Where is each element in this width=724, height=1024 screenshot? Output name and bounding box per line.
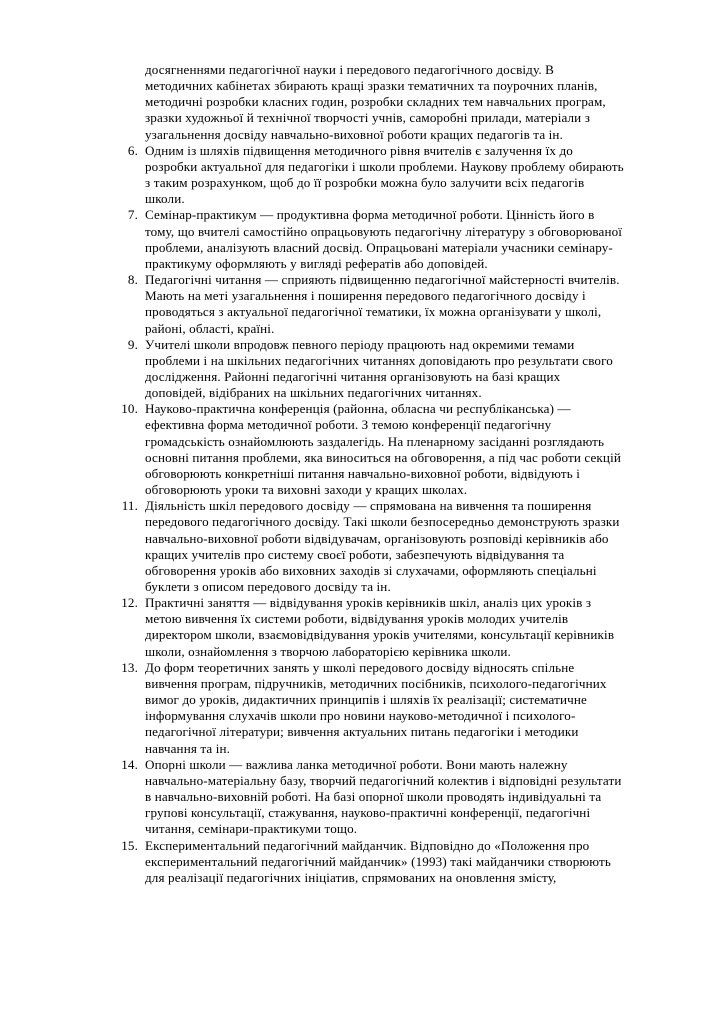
list-item — [112, 660, 624, 757]
list-item — [112, 498, 624, 595]
list-item-number: 10. — [121, 401, 138, 417]
list-item-number: 15. — [121, 837, 138, 853]
list-item-number: 14. — [121, 756, 138, 772]
numbered-list — [112, 143, 624, 886]
list-item-text: Експериментальний педагогічний майданчик. Відповідно до «Положення про експериментальний педагогічний майданчик» (1993) такі майданчики створюють для реалізації педагогічних ініціатив, спрямованих на оновлення змісту, — [145, 837, 611, 885]
list-item-text: Практичні заняття — відвідування уроків керівників шкіл, аналіз цих уроків з метою вивчення їх системи роботи, відвідування уроків молодих учителів директором школи, взаємовідвідування уроків учителями, консультації керівників школи, ознайомлення з творчою лабораторією керівника школи. — [145, 595, 615, 659]
list-item-number: 11. — [121, 498, 138, 514]
list-item — [112, 595, 624, 660]
list-item-number: 12. — [121, 595, 138, 611]
list-item — [112, 757, 624, 838]
list-item-number: 7. — [127, 207, 138, 223]
list-item-number: 8. — [127, 272, 138, 288]
list-item — [112, 272, 624, 337]
list-item — [112, 401, 624, 498]
list-item — [112, 337, 624, 402]
list-item — [112, 838, 624, 886]
list-item — [112, 207, 624, 272]
list-item-text: Педагогічні читання — сприяють підвищенню педагогічної майстерності вчителів. Мають на меті узагальнення і поширення передового педагогічного досвіду і проводяться з актуальної педагогічної тематики, їх можна організувати у школі, районі, області, країні. — [145, 272, 620, 336]
list-item-number: 9. — [127, 336, 138, 352]
list-item-text: Діяльність шкіл передового досвіду — спрямована на вивчення та поширення передового педагогічного досвіду. Такі школи безпосередньо демонструють зразки навчально-виховної роботи відвідувачам, організовують розповіді керівників або кращих учителів про систему своєї роботи, забезпечують відвідування та обговорення уроків або виховних заходів зі слухачами, оформляють спеціальні буклети з описом передового досвіду та ін. — [145, 498, 620, 594]
list-item-number: 6. — [127, 142, 138, 158]
list-item-text: Учителі школи впродовж певного періоду працюють над окремими темами проблеми і на шкільних педагогічних читаннях доповідають про результати свого дослідження. Районні педагогічні читання організовують на базі кращих доповідей, відібраних на шкільних педагогічних читаннях. — [145, 336, 613, 401]
list-item-number: 13. — [121, 659, 138, 675]
list-item-text: Одним із шляхів підвищення методичного рівня вчителів є залучення їх до розробки актуальної для педагогіки і школи проблеми. Наукову проблему обирають з таким розрахунком, щоб до її розробки можна було залучити всіх педагогів школи. — [145, 142, 624, 207]
text-column — [112, 62, 624, 886]
list-item-text: До форм теоретичних занять у школі передового досвіду відносять спільне вивчення програм, підручників, методичних посібників, психолого-педагогічних вимог до уроків, дидактичних принципів і шляхів їх реалізації; систематичне інформування слухачів школи про новини науково-методичної і психолого-педагогічної літератури; вивчення актуальних питань педагогіки і методики навчання та ін. — [145, 659, 607, 756]
list-item-text: Семінар-практикум — продуктивна форма методичної роботи. Цінність його в тому, що вчителі самостійно опрацьовують педагогічну літературу з обговорюваної проблеми, аналізують власний досвід. Опрацьовані матеріали учасники семінару-практикуму оформляють у вигляді рефератів або доповідей. — [145, 207, 623, 271]
list-item-text: Науково-практична конференція (районна, обласна чи республіканська) — ефективна форма методичної роботи. З темою конференції педагогічну громадськість ознайомлюють заздалегідь. На пленарному засіданні розглядають основні питання проблеми, яка виноситься на обговорення, а під час роботи секцій обговорюють конкретніші питання навчально-виховної роботи, відвідують і обговорюють уроки та виховні заходи у кращих школах. — [145, 401, 621, 498]
continuation-paragraph: досягненнями педагогічної науки і передового педагогічного досвіду. В методичних кабінетах збирають кращі зразки тематичних та поурочних планів, методичні розробки класних годин, розробки складних тем навчальних програм, зразки художньої й технічної творчості учнів, саморобні прилади, матеріали з узагальнення досвіду навчально-виховної роботи кращих педагогів та ін. — [145, 62, 606, 142]
list-item-text: Опорні школи — важлива ланка методичної роботи. Вони мають належну навчально-матеріальну базу, творчий педагогічний колектив і відповідні результати в навчально-виховній роботі. На базі опорної школи проводять індивідуальні та групові консультації, стажування, науково-практичні конференції, педагогічні читання, семінари-практикуми тощо. — [145, 756, 622, 837]
list-item — [112, 143, 624, 208]
